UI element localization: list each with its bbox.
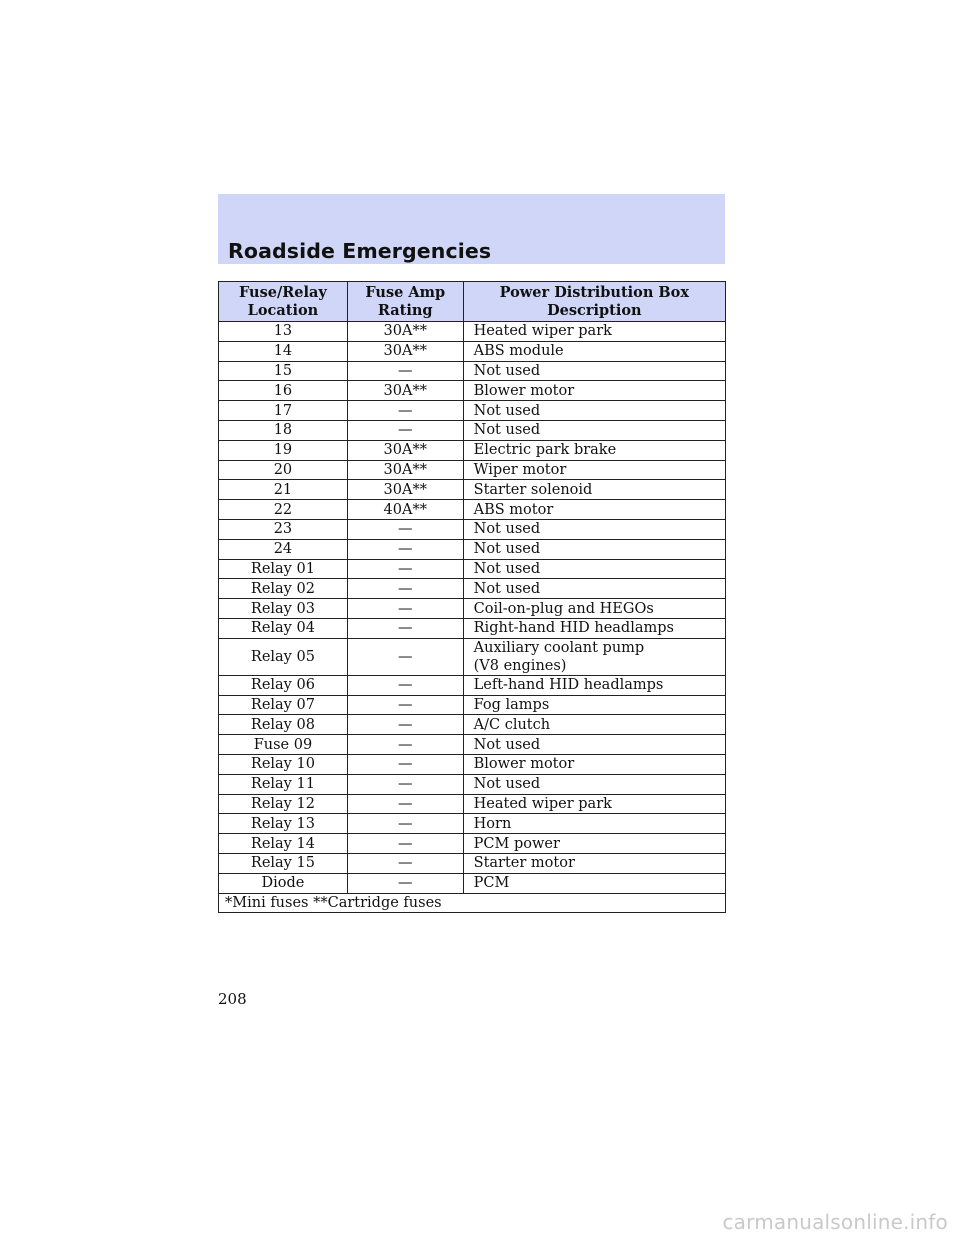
cell-amp-rating: —: [347, 420, 463, 440]
cell-amp-rating: —: [347, 814, 463, 834]
table-row: [219, 341, 726, 361]
table-footnote: *Mini fuses **Cartridge fuses: [219, 893, 726, 913]
cell-description: [463, 853, 725, 873]
cell-amp-rating: —: [347, 559, 463, 579]
watermark: carmanualsonline.info: [722, 1210, 948, 1234]
table-row: [219, 735, 726, 755]
cell-description: [463, 341, 725, 361]
description-line: Left-hand HID headlamps: [473, 677, 664, 694]
cell-description: [463, 695, 725, 715]
header-amp-rating: [347, 282, 463, 322]
table-row: [219, 480, 726, 500]
table-row: [219, 460, 726, 480]
cell-location: 24: [219, 539, 348, 559]
table-row: [219, 361, 726, 381]
cell-description: [463, 500, 725, 520]
section-header-band: [218, 194, 725, 264]
cell-description: [463, 794, 725, 814]
table-row: [219, 814, 726, 834]
cell-description: [463, 834, 725, 854]
cell-amp-rating: —: [347, 675, 463, 695]
table-row: [219, 774, 726, 794]
cell-description: [463, 599, 725, 619]
table-row: [219, 695, 726, 715]
header-description: [463, 282, 725, 322]
cell-amp-rating: —: [347, 579, 463, 599]
description-line: Not used: [473, 580, 541, 597]
cell-location: Relay 02: [219, 579, 348, 599]
cell-amp-rating: 40A**: [347, 500, 463, 520]
cell-amp-rating: —: [347, 754, 463, 774]
cell-description: [463, 735, 725, 755]
cell-location: 14: [219, 341, 348, 361]
description-line: (V8 engines): [473, 657, 567, 674]
cell-location: 19: [219, 440, 348, 460]
table-header-row: [219, 282, 726, 322]
cell-description: [463, 401, 725, 421]
cell-amp-rating: 30A**: [347, 341, 463, 361]
description-line: Not used: [473, 776, 541, 793]
footnote-row: [219, 893, 726, 913]
cell-location: 13: [219, 322, 348, 342]
cell-amp-rating: 30A**: [347, 460, 463, 480]
cell-description: [463, 774, 725, 794]
description-line: Not used: [473, 521, 541, 538]
description-line: Right-hand HID headlamps: [473, 620, 674, 637]
description-line: ABS module: [473, 343, 564, 360]
cell-amp-rating: —: [347, 695, 463, 715]
cell-amp-rating: —: [347, 401, 463, 421]
table-row: [219, 579, 726, 599]
table-row: [219, 539, 726, 559]
cell-location: Relay 06: [219, 675, 348, 695]
header-description-line: Power Distribution Box: [499, 284, 690, 301]
cell-amp-rating: —: [347, 873, 463, 893]
cell-location: Relay 08: [219, 715, 348, 735]
cell-location: Diode: [219, 873, 348, 893]
cell-description: [463, 539, 725, 559]
description-line: Not used: [473, 541, 541, 558]
section-title: Roadside Emergencies: [228, 239, 492, 263]
description-line: Not used: [473, 422, 541, 439]
cell-description: [463, 519, 725, 539]
cell-amp-rating: —: [347, 361, 463, 381]
table-row: [219, 638, 726, 675]
cell-description: [463, 579, 725, 599]
cell-description: [463, 715, 725, 735]
description-line: Not used: [473, 402, 541, 419]
cell-description: [463, 361, 725, 381]
cell-location: Relay 15: [219, 853, 348, 873]
cell-description: [463, 675, 725, 695]
table-row: [219, 381, 726, 401]
cell-location: Relay 04: [219, 618, 348, 638]
table-row: [219, 754, 726, 774]
cell-amp-rating: —: [347, 853, 463, 873]
cell-amp-rating: —: [347, 599, 463, 619]
table-body: [219, 322, 726, 894]
header-amp-line: Fuse Amp: [365, 284, 446, 301]
table-row: [219, 500, 726, 520]
cell-amp-rating: —: [347, 834, 463, 854]
description-line: Electric park brake: [473, 442, 617, 459]
cell-amp-rating: —: [347, 794, 463, 814]
table-row: [219, 675, 726, 695]
cell-location: Relay 07: [219, 695, 348, 715]
description-line: Blower motor: [473, 756, 575, 773]
page-number: 208: [218, 990, 247, 1008]
cell-amp-rating: —: [347, 539, 463, 559]
cell-amp-rating: 30A**: [347, 480, 463, 500]
description-line: Not used: [473, 560, 541, 577]
description-line: ABS motor: [473, 501, 554, 518]
table-row: [219, 853, 726, 873]
table-row: [219, 322, 726, 342]
cell-amp-rating: —: [347, 774, 463, 794]
table-row: [219, 873, 726, 893]
cell-description: [463, 559, 725, 579]
table-row: [219, 618, 726, 638]
cell-description: [463, 381, 725, 401]
cell-description: [463, 754, 725, 774]
cell-location: Fuse 09: [219, 735, 348, 755]
description-line: Coil-on-plug and HEGOs: [473, 600, 654, 617]
table-row: [219, 834, 726, 854]
description-line: Heated wiper park: [473, 323, 612, 340]
cell-description: [463, 814, 725, 834]
description-line: PCM: [473, 875, 510, 892]
table-row: [219, 599, 726, 619]
cell-amp-rating: —: [347, 735, 463, 755]
cell-description: [463, 638, 725, 675]
cell-location: Relay 11: [219, 774, 348, 794]
table-row: [219, 401, 726, 421]
description-line: PCM power: [473, 835, 560, 852]
cell-location: 20: [219, 460, 348, 480]
cell-location: Relay 13: [219, 814, 348, 834]
description-line: Not used: [473, 736, 541, 753]
table-row: [219, 794, 726, 814]
cell-amp-rating: —: [347, 638, 463, 675]
cell-location: Relay 05: [219, 638, 348, 675]
description-line: Horn: [473, 815, 512, 832]
header-amp-line: Rating: [377, 302, 433, 319]
description-line: Not used: [473, 362, 541, 379]
table-row: [219, 519, 726, 539]
header-location-line: Location: [247, 302, 319, 319]
cell-description: [463, 460, 725, 480]
cell-location: Relay 14: [219, 834, 348, 854]
cell-amp-rating: 30A**: [347, 381, 463, 401]
cell-description: [463, 420, 725, 440]
cell-location: 21: [219, 480, 348, 500]
description-line: Heated wiper park: [473, 795, 612, 812]
cell-amp-rating: —: [347, 519, 463, 539]
header-location: [219, 282, 348, 322]
description-line: Auxiliary coolant pump: [473, 639, 645, 656]
cell-location: 23: [219, 519, 348, 539]
cell-location: 22: [219, 500, 348, 520]
description-line: Fog lamps: [473, 696, 550, 713]
table-row: [219, 715, 726, 735]
description-line: Starter motor: [473, 855, 575, 872]
header-location-line: Fuse/Relay: [238, 284, 327, 301]
cell-location: Relay 03: [219, 599, 348, 619]
cell-description: [463, 480, 725, 500]
description-line: Starter solenoid: [473, 481, 593, 498]
cell-location: Relay 01: [219, 559, 348, 579]
cell-location: 15: [219, 361, 348, 381]
table-row: [219, 440, 726, 460]
fuse-table: [218, 281, 726, 913]
cell-location: Relay 12: [219, 794, 348, 814]
cell-location: 16: [219, 381, 348, 401]
cell-location: 18: [219, 420, 348, 440]
cell-amp-rating: 30A**: [347, 322, 463, 342]
cell-description: [463, 440, 725, 460]
description-line: Blower motor: [473, 382, 575, 399]
header-description-line: Description: [547, 302, 642, 319]
table-row: [219, 559, 726, 579]
cell-amp-rating: —: [347, 715, 463, 735]
cell-description: [463, 322, 725, 342]
cell-location: 17: [219, 401, 348, 421]
cell-amp-rating: —: [347, 618, 463, 638]
cell-description: [463, 618, 725, 638]
table-row: [219, 420, 726, 440]
description-line: Wiper motor: [473, 461, 567, 478]
description-line: A/C clutch: [473, 716, 551, 733]
cell-location: Relay 10: [219, 754, 348, 774]
cell-amp-rating: 30A**: [347, 440, 463, 460]
cell-description: [463, 873, 725, 893]
